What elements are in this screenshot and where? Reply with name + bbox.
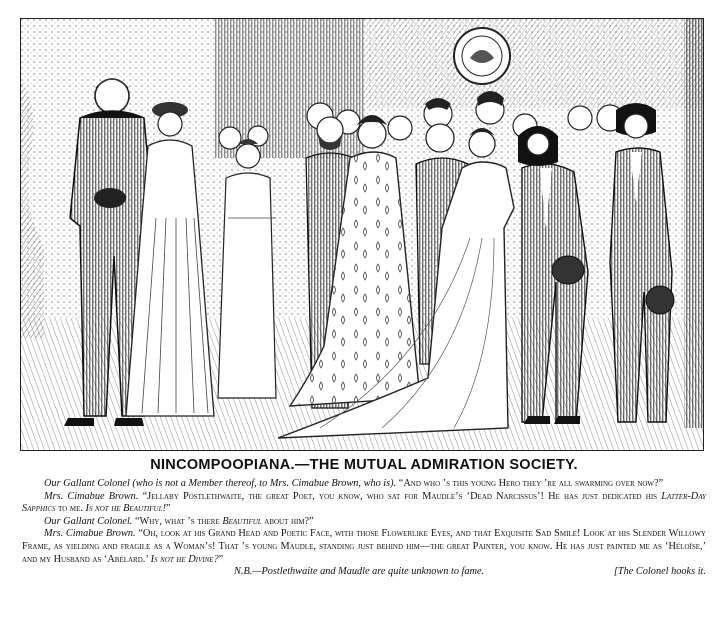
dialogue-line (22, 491, 706, 516)
speech-text: to me. (55, 503, 86, 515)
speaker-label: Our Gallant Colonel (who is not a Member thereof, to Mrs. Cimabue Brown, who is). (44, 478, 397, 489)
emphasis-text: Beautiful (222, 515, 262, 527)
engraving-illustration (20, 18, 704, 451)
dialogue-line (22, 516, 706, 529)
caption-title: NINCOMPOOPIANA.—THE MUTUAL ADMIRATION SOCIETY. (150, 457, 578, 473)
footnote-row (22, 566, 706, 579)
dialogue-line (22, 478, 706, 491)
speaker-label: Mrs. Cimabue Brown. (44, 528, 136, 540)
speech-text: “Jellaby Postlethwaite, the great Poet, you know, who sat for Maudle’s ‘Dead Narcissus’! He has just dedicated his (138, 490, 662, 502)
speaker-label: Our Gallant Colonel. (44, 515, 133, 527)
speaker-label: Mrs. Cimabue Brown. (44, 490, 139, 502)
speech-text: “Oh, look at his Grand Head and Poetic Face, with those Flowerlike Eyes, and that Exquisite Sad Smile! Look at his Slender Willowy Frame, as yielding and fragile as a Woman’s! That ’s young Maudle, standing just behind him—the great Painter, you know. He has just painted me as ‘Héloïse,’ and my Husband as ‘Abélard.’ (22, 528, 706, 565)
speech-text: “And who ’s this young Hero they ’re all swarming over now?” (396, 478, 664, 489)
caption-block (22, 457, 706, 579)
emphasis-text: Is not he Beautiful! (85, 503, 166, 515)
dialogue-line (22, 528, 706, 566)
stage-direction: [The Colonel hooks it. (613, 566, 706, 578)
dialogue-block (22, 478, 706, 566)
speech-text: “Why, what ’s there (132, 515, 223, 527)
speech-text: ” (218, 553, 224, 565)
footnote-text: N.B.—Postlethwaite and Maudle are quite unknown to fame. (234, 566, 485, 578)
emphasis-text: Is not he Divine? (150, 553, 219, 565)
speech-text: about him?” (261, 515, 314, 527)
speech-text: ” (165, 503, 171, 515)
emphasis-text: Latter-Day Sapphics (22, 490, 706, 515)
